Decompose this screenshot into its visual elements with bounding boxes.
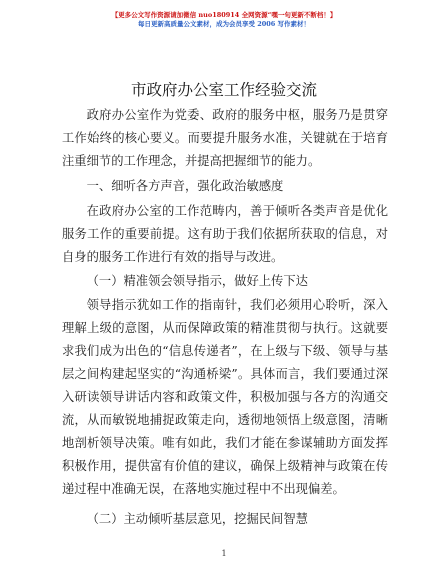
section-heading-1: 一、细听各方声音，强化政治敏感度: [86, 179, 284, 193]
subsection-heading-1: （一）精准领会领导指示，做好上传下达: [86, 274, 308, 288]
paragraph-intro: 政府办公室作为党委、政府的服务中枢，服务乃是贯穿工作始终的核心要义。而要提升服务水准，关键就在于培育注重细节的工作理念，并提高把握细节的能力。: [62, 108, 388, 168]
promo-banner-line-1: 【更多公文写作资源请加微信 nuo180914 全网资源“嘿一句更新不断档！】: [111, 11, 337, 19]
paragraph-section-1: 在政府办公室的工作范畴内，善于倾听各类声音是优化服务工作的重要前提。这有助于我们依据所获取的信息，对自身的服务工作进行有效的指导与改进。: [62, 204, 388, 264]
page-number: 1: [221, 549, 227, 558]
promo-banner-line-2: 每日更新高质量公文素材，成为会员享受 2006 写作素材！: [137, 20, 311, 28]
paragraph-subsection-1: 领导指示犹如工作的指南针，我们必须用心聆听，深入理解上级的意图，从而保障政策的精准贯彻与执行。这就要求我们成为出色的“信息传递者”，在上级与下级、领导与基层之间构建起坚实的“沟通桥梁”。具体而言，我们要通过深入研读领导讲话内容和政策文件，积极加强与各方的沟通交流，从而敏锐地捕捉政策走向，透彻地领悟上级意图，清晰地剖析领导决策。唯有如此，我们才能在参谋辅助方面发挥积极作用，提供富有价值的建议，确保上级精神与政策在传递过程中准确无误，在落地实施过程中不出现偏差。: [62, 298, 388, 496]
subsection-heading-2: （二）主动倾听基层意见，挖掘民间智慧: [86, 512, 308, 526]
document-title: 市政府办公室工作经验交流: [130, 81, 317, 99]
